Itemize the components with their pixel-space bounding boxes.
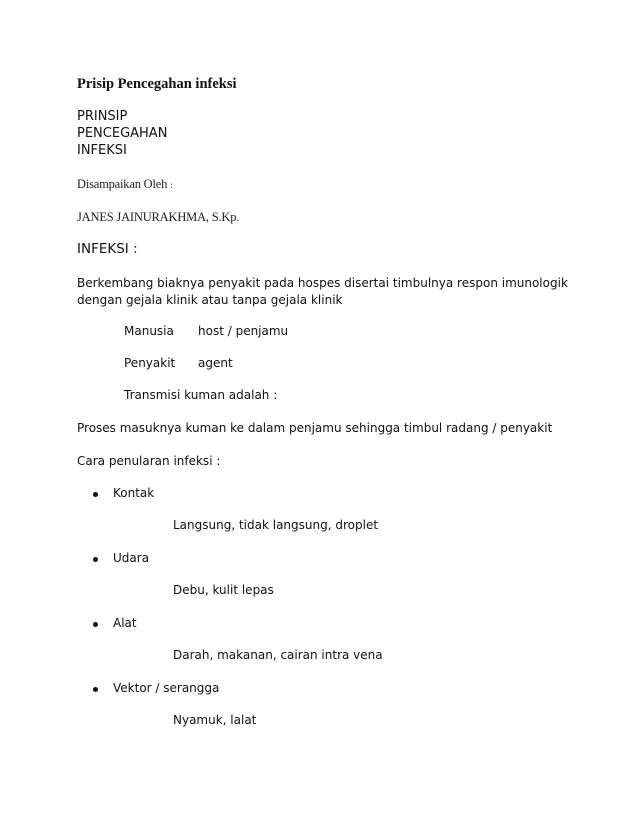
definition-line-1: Berkembang biaknya penyakit pada hospes disertai timbulnya respon imunologik bbox=[77, 276, 568, 290]
bullet-icon bbox=[93, 687, 98, 692]
document-title: Prisip Pencegahan infeksi bbox=[77, 76, 237, 92]
bullet-icon bbox=[93, 622, 98, 627]
bullet-icon bbox=[93, 492, 98, 497]
heading-line-1: PRINSIP bbox=[77, 109, 128, 124]
mode-2-name: Udara bbox=[113, 551, 150, 565]
presented-by-line bbox=[77, 178, 172, 191]
term-1: Manusia bbox=[124, 324, 174, 338]
section-title: INFEKSI : bbox=[77, 241, 138, 257]
term-2: Penyakit bbox=[124, 356, 176, 370]
presented-by-label: Disampaikan Oleh bbox=[77, 177, 168, 191]
mode-4-detail: Nyamuk, lalat bbox=[173, 713, 257, 727]
term-1-meaning: host / penjamu bbox=[198, 324, 289, 338]
mode-3-name: Alat bbox=[113, 616, 137, 630]
mode-3-detail: Darah, makanan, cairan intra vena bbox=[173, 648, 383, 662]
transmission-definition: Proses masuknya kuman ke dalam penjamu sehingga timbul radang / penyakit bbox=[77, 421, 553, 435]
term-2-meaning: agent bbox=[198, 356, 233, 370]
author-name: JANES JAINURAKHMA, S.Kp. bbox=[77, 210, 240, 224]
mode-4-name: Vektor / serangga bbox=[113, 681, 220, 695]
mode-1-name: Kontak bbox=[113, 486, 155, 500]
heading-line-3: INFEKSI bbox=[77, 143, 127, 158]
modes-title: Cara penularan infeksi : bbox=[77, 454, 221, 468]
definition-line-2: dengan gejala klinik atau tanpa gejala klinik bbox=[77, 293, 343, 307]
transmission-label: Transmisi kuman adalah : bbox=[124, 388, 278, 402]
bullet-icon bbox=[93, 557, 98, 562]
heading-line-2: PENCEGAHAN bbox=[77, 126, 168, 141]
mode-2-detail: Debu, kulit lepas bbox=[173, 583, 274, 597]
mode-1-detail: Langsung, tidak langsung, droplet bbox=[173, 518, 379, 532]
presented-by-colon: : bbox=[170, 180, 173, 190]
